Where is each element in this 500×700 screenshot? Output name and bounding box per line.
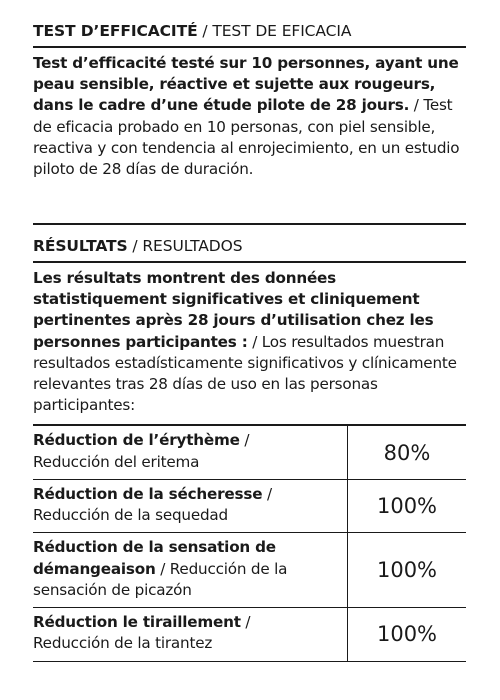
label-fr: Réduction de la sécheresse: [33, 484, 263, 503]
efficacy-test-description: [33, 53, 466, 180]
title-separator: /: [197, 22, 213, 40]
title-fr: TEST D’EFFICACITÉ: [33, 22, 198, 40]
section-divider: [33, 223, 466, 225]
label-es: Reducción de la sequedad: [33, 506, 228, 525]
results-title: [33, 235, 466, 257]
row-value: 100%: [348, 608, 467, 661]
title-fr: RÉSULTATS: [33, 237, 128, 255]
row-value: 80%: [348, 425, 467, 479]
title-separator: /: [127, 237, 143, 255]
label-fr: Réduction le tiraillement: [33, 613, 241, 632]
row-label: Réduction le tiraillement / Reducción de la tirantez: [33, 608, 348, 661]
title-es: TEST DE EFICACIA: [212, 22, 352, 40]
label-fr: Réduction de la sensation de démangeaison: [33, 538, 276, 578]
section-divider: [33, 46, 466, 48]
description-separator: /: [247, 332, 262, 351]
title-es: RESULTADOS: [142, 237, 243, 255]
description-es: Los resultados muestran resultados estadísticamente significativos y clínicamente relevantes tras 28 días de uso en las personas participantes:: [33, 332, 457, 415]
efficacy-test-section: [33, 20, 466, 180]
table-row: [33, 425, 466, 479]
label-es: Reducción de la tirantez: [33, 634, 213, 653]
efficacy-test-title: [33, 20, 466, 42]
label-fr: Réduction de l’érythème: [33, 431, 240, 450]
row-label: Réduction de l’érythème / Reducción del eritema: [33, 425, 348, 479]
section-divider: [33, 261, 466, 263]
row-label: Réduction de la sécheresse / Reducción de la sequedad: [33, 479, 348, 532]
table-row: [33, 533, 466, 608]
description-separator: /: [409, 96, 424, 115]
row-label: Réduction de la sensation de démangeaison / Reducción de la sensación de picazón: [33, 533, 348, 608]
row-value: 100%: [348, 533, 467, 608]
label-es: Reducción de la sensación de picazón: [33, 559, 288, 599]
description-es: Test de eficacia probado en 10 personas, con piel sensible, reactiva y con tendencia al enrojecimiento, en un estudio piloto de 28 días de duración.: [33, 96, 460, 179]
results-table: [33, 424, 466, 661]
table-row: [33, 479, 466, 532]
description-fr: Les résultats montrent des données statistiquement significatives et cliniquement pertinentes après 28 jours d’utilisation chez les personnes participantes :: [33, 269, 434, 351]
results-section: [33, 223, 466, 662]
row-value: 100%: [348, 479, 467, 532]
results-description: [33, 268, 466, 416]
document-page: [33, 20, 466, 653]
label-es: Reducción del eritema: [33, 452, 200, 471]
table-row: [33, 608, 466, 661]
description-fr: Test d’efficacité testé sur 10 personnes, ayant une peau sensible, réactive et sujette aux rougeurs, dans le cadre d’une étude pilote de 28 jours.: [33, 54, 459, 115]
